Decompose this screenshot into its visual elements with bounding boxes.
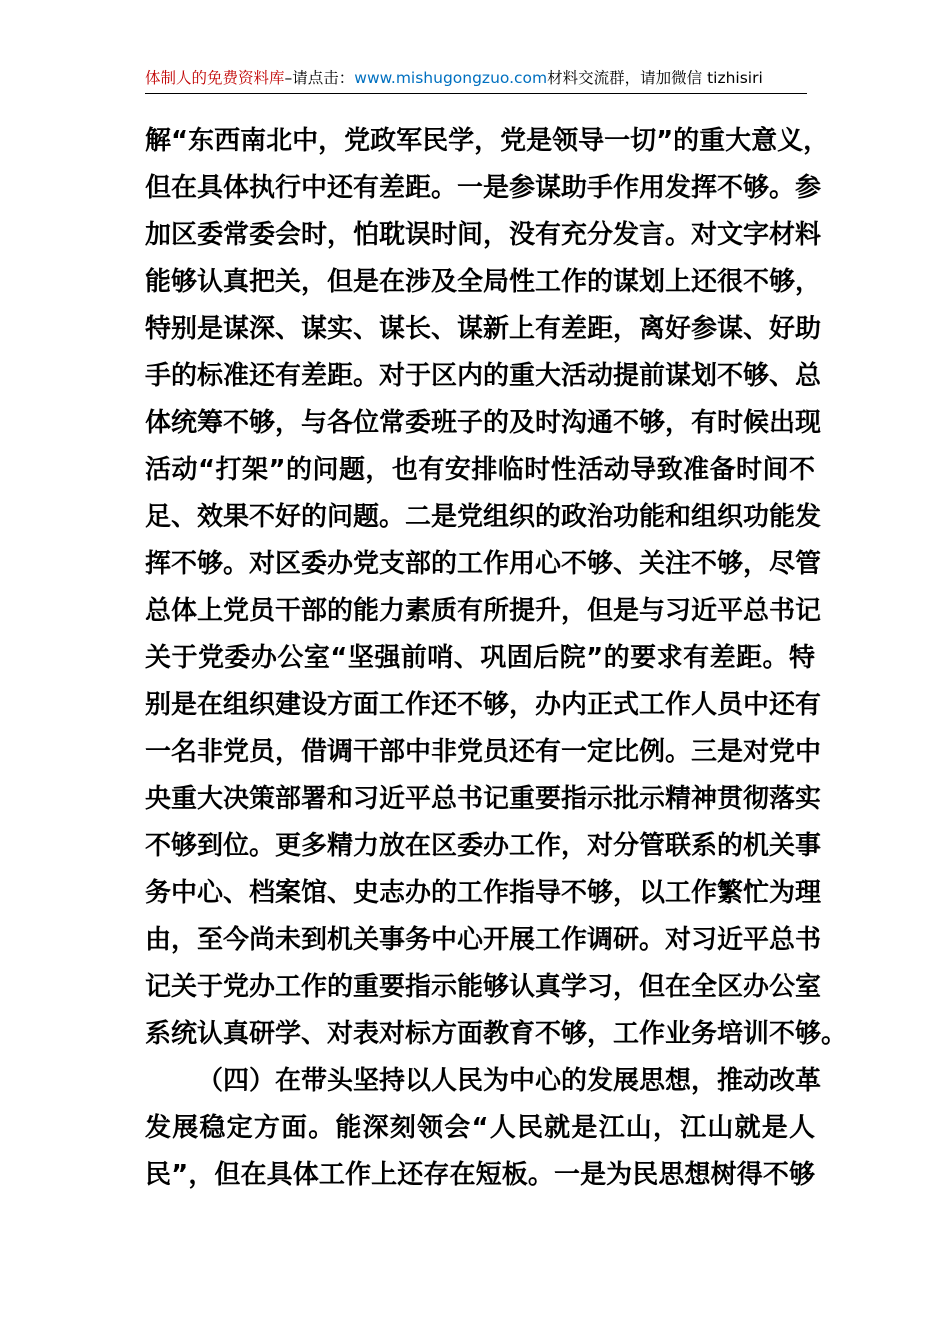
header-brand: 体制人的免费资料库: [145, 69, 285, 87]
text-line: 挥不够。对区委办党支部的工作用心不够、关注不够，尽管: [145, 549, 822, 579]
page-header: [145, 68, 807, 94]
text-line: 总体上党员干部的能力素质有所提升，但是与习近平总书记: [145, 596, 822, 626]
text-line: 央重大决策部署和习近平总书记重要指示批示精神贯彻落实: [145, 784, 822, 814]
header-link[interactable]: www.mishugongzuo.com: [354, 69, 548, 87]
text-line: 能够认真把关，但是在涉及全局性工作的谋划上还很不够，: [145, 267, 822, 297]
header-separator: –请点击：: [284, 69, 355, 87]
text-line: 足、效果不好的问题。二是党组织的政治功能和组织功能发: [145, 502, 822, 532]
text-line: 由，至今尚未到机关事务中心开展工作调研。对习近平总书: [145, 925, 822, 955]
document-body: [145, 118, 848, 1199]
text-line: 手的标准还有差距。对于区内的重大活动提前谋划不够、总: [145, 361, 822, 391]
section-heading-line: （四）在带头坚持以人民为中心的发展思想，推动改革: [197, 1066, 822, 1096]
text-line: 解“东西南北中，党政军民学，党是领导一切”的重大意义，: [145, 126, 830, 156]
text-line: 民”，但在具体工作上还存在短板。一是为民思想树得不够: [145, 1160, 815, 1190]
text-line: 加区委常委会时，怕耽误时间，没有充分发言。对文字材料: [145, 220, 822, 250]
text-line: 活动“打架”的问题，也有安排临时性活动导致准备时间不: [145, 455, 815, 485]
text-line: 特别是谋深、谋实、谋长、谋新上有差距，离好参谋、好助: [145, 314, 822, 344]
text-line: 务中心、档案馆、史志办的工作指导不够，以工作繁忙为理: [145, 878, 822, 908]
text-line: 一名非党员，借调干部中非党员还有一定比例。三是对党中: [145, 737, 822, 767]
text-line: 记关于党办工作的重要指示能够认真学习，但在全区办公室: [145, 972, 822, 1002]
text-line: 系统认真研学、对表对标方面教育不够，工作业务培训不够。: [145, 1019, 848, 1049]
text-line: 别是在组织建设方面工作还不够，办内正式工作人员中还有: [145, 690, 822, 720]
text-line: 发展稳定方面。能深刻领会“人民就是江山，江山就是人: [145, 1113, 815, 1143]
text-line: 不够到位。更多精力放在区委办工作，对分管联系的机关事: [145, 831, 822, 861]
text-line: 关于党委办公室“坚强前哨、巩固后院”的要求有差距。特: [145, 643, 815, 673]
text-line: 但在具体执行中还有差距。一是参谋助手作用发挥不够。参: [145, 173, 822, 203]
header-contact: 材料交流群，请加微信 tizhisiri: [547, 69, 763, 87]
text-line: 体统筹不够，与各位常委班子的及时沟通不够，有时候出现: [145, 408, 822, 438]
